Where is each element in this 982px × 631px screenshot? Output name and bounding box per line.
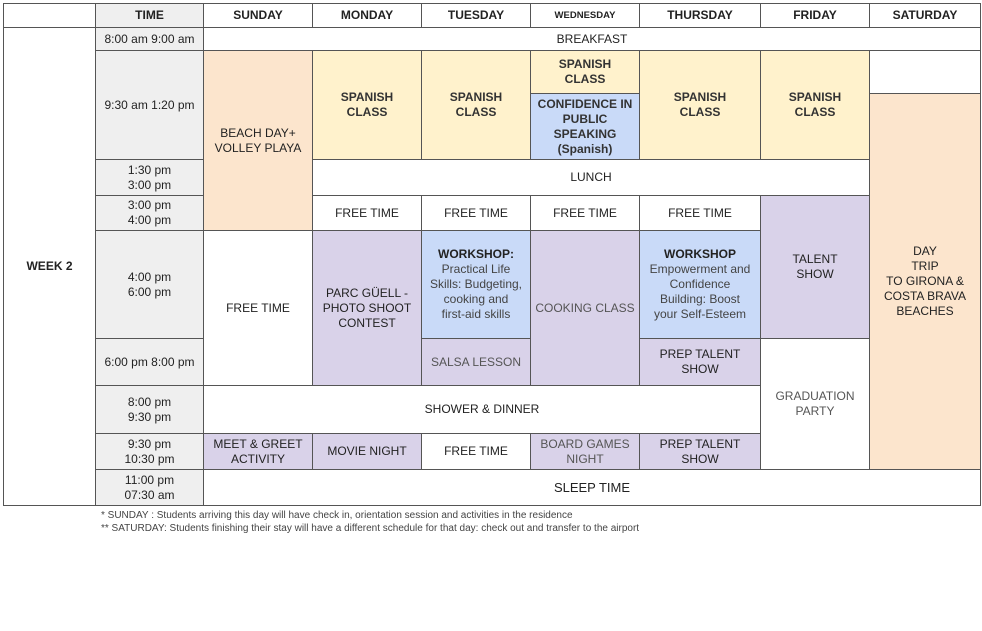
- time-text: 9:30 pm 10:30 pm: [124, 436, 175, 466]
- day-header-friday: FRIDAY: [761, 4, 870, 28]
- confidence-language: (Spanish): [557, 141, 613, 156]
- day-header-wednesday: WEDNESDAY: [531, 4, 640, 28]
- workshop-description: Practical Life Skills: Budgeting, cooking and first-aid skills: [429, 262, 523, 321]
- time-text: 4:00 pm 6:00 pm: [127, 269, 172, 299]
- time-slot-sleep: [96, 470, 204, 506]
- workshop-description: Empowerment and Confidence Building: Boost your Self-Esteem: [649, 262, 751, 321]
- cooking-class-cell: COOKING CLASS: [531, 231, 640, 386]
- meet-greet-text: MEET & GREET ACTIVITY: [213, 436, 303, 466]
- workshop-title: WORKSHOP: [664, 247, 736, 261]
- day-header-saturday: SATURDAY: [870, 4, 981, 28]
- time-slot-late-afternoon: [96, 231, 204, 339]
- graduation-party-text: GRADUATION PARTY: [775, 389, 855, 418]
- workshop-tuesday-cell: [422, 231, 531, 339]
- free-time-tuesday: FREE TIME: [422, 196, 531, 231]
- confidence-title: CONFIDENCE IN PUBLIC SPEAKING: [537, 96, 633, 141]
- time-slot-night: [96, 434, 204, 470]
- parc-guell-cell: [313, 231, 422, 386]
- workshop-thursday-cell: [640, 231, 761, 339]
- time-slot-dinner: [96, 386, 204, 434]
- time-slot-evening: 6:00 pm 8:00 pm: [96, 339, 204, 386]
- workshop-title: WORKSHOP:: [438, 247, 514, 261]
- board-games-cell: [531, 434, 640, 470]
- footnotes: [101, 509, 639, 535]
- footnote-saturday: ** SATURDAY: Students finishing their stay will have a different schedule for that day: check out and transfer to the airport: [101, 523, 640, 534]
- free-time-wednesday: FREE TIME: [531, 196, 640, 231]
- graduation-party-cell: [761, 339, 870, 470]
- saturday-morning-empty: [870, 51, 981, 94]
- header-row: [4, 4, 981, 28]
- spanish-class-wednesday: [531, 51, 640, 94]
- breakfast-cell: BREAKFAST: [204, 28, 981, 51]
- week-label: WEEK 2: [4, 28, 96, 506]
- day-header-thursday: THURSDAY: [640, 4, 761, 28]
- time-header: TIME: [96, 4, 204, 28]
- movie-night-cell: MOVIE NIGHT: [313, 434, 422, 470]
- salsa-lesson-cell: SALSA LESSON: [422, 339, 531, 386]
- spanish-class-text: SPANISH CLASS: [788, 90, 842, 119]
- spanish-class-text: SPANISH CLASS: [449, 90, 503, 119]
- time-slot-lunch: [96, 160, 204, 196]
- free-time-sunday: FREE TIME: [204, 231, 313, 386]
- talent-show-cell: [761, 196, 870, 339]
- shower-dinner-cell: SHOWER & DINNER: [204, 386, 761, 434]
- weekly-schedule-table: [3, 3, 981, 506]
- spanish-class-thursday: [640, 51, 761, 160]
- day-header-tuesday: TUESDAY: [422, 4, 531, 28]
- spanish-class-text: SPANISH CLASS: [558, 57, 612, 86]
- free-time-thursday: FREE TIME: [640, 196, 761, 231]
- time-slot-breakfast: 8:00 am 9:00 am: [96, 28, 204, 51]
- spanish-class-tuesday: [422, 51, 531, 160]
- lunch-cell: LUNCH: [313, 160, 870, 196]
- prep-talent-show-night: [640, 434, 761, 470]
- day-header-monday: MONDAY: [313, 4, 422, 28]
- beach-day-cell: [204, 51, 313, 231]
- day-trip-cell: [870, 94, 981, 470]
- time-text: 8:00 pm 9:30 pm: [127, 394, 172, 424]
- board-games-text: BOARD GAMES NIGHT: [540, 436, 630, 466]
- free-time-tuesday-night: FREE TIME: [422, 434, 531, 470]
- free-time-monday: FREE TIME: [313, 196, 422, 231]
- corner-cell: [4, 4, 96, 28]
- spanish-class-friday: [761, 51, 870, 160]
- time-slot-afternoon: [96, 196, 204, 231]
- beach-day-text: BEACH DAY+ VOLLEY PLAYA: [214, 125, 302, 155]
- meet-greet-cell: [204, 434, 313, 470]
- spanish-class-text: SPANISH CLASS: [673, 90, 727, 119]
- time-text: 3:00 pm 4:00 pm: [127, 198, 172, 227]
- talent-show-text: TALENT SHOW: [792, 252, 838, 281]
- parc-guell-text: PARC GÜELL - PHOTO SHOOT CONTEST: [322, 285, 412, 330]
- time-text: 11:00 pm 07:30 am: [124, 472, 175, 502]
- day-header-sunday: SUNDAY: [204, 4, 313, 28]
- time-text: 1:30 pm 3:00 pm: [127, 162, 172, 192]
- confidence-public-speaking-cell: [531, 94, 640, 160]
- prep-talent-text: PREP TALENT SHOW: [659, 436, 741, 466]
- prep-talent-text: PREP TALENT SHOW: [659, 347, 741, 376]
- prep-talent-show-thursday: [640, 339, 761, 386]
- sleep-time-cell: SLEEP TIME: [204, 470, 981, 506]
- footnote-sunday: * SUNDAY : Students arriving this day will have check in, orientation session and activities in the residence: [101, 510, 573, 521]
- time-slot-morning: 9:30 am 1:20 pm: [96, 51, 204, 160]
- spanish-class-monday: [313, 51, 422, 160]
- day-trip-text: DAY TRIP TO GIRONA & COSTA BRAVA BEACHES: [883, 244, 967, 318]
- spanish-class-text: SPANISH CLASS: [340, 90, 394, 119]
